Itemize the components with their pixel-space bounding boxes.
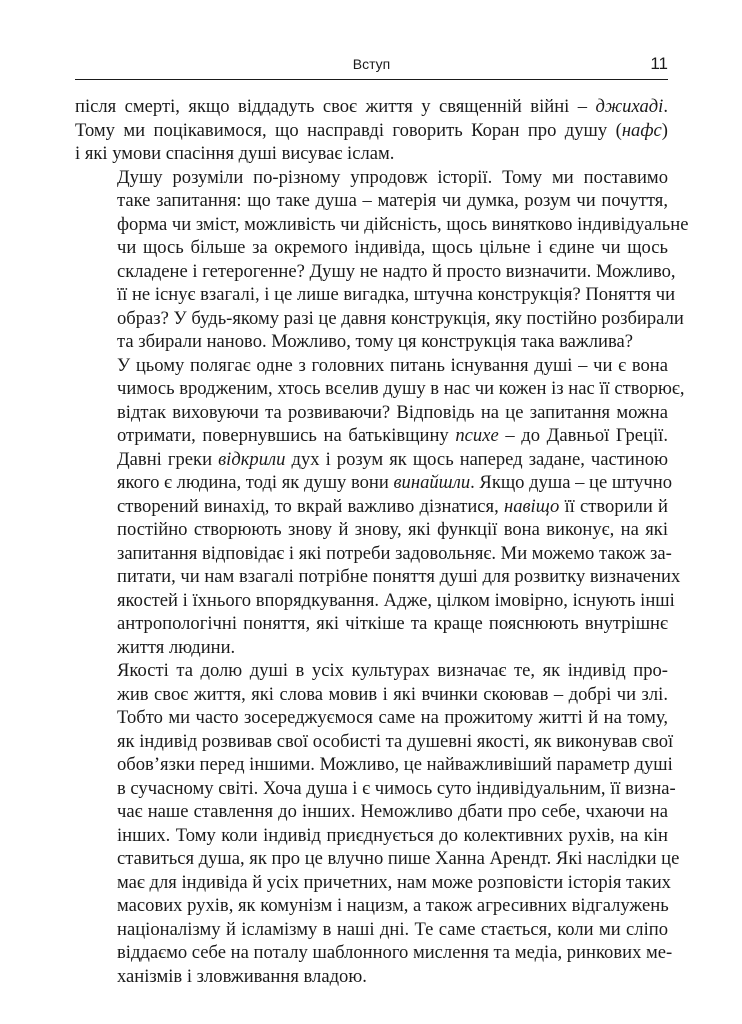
text-line [75,565,681,589]
text-line [75,448,668,472]
text-run: . Якщо душа – це штучно [470,472,672,493]
text-run: чає наше ставлення до інших. Неможливо дбати про себе, чхаючи на [117,801,668,822]
text-run: дух і розум як щось наперед задане, частиною [285,448,668,470]
text-run: віддаємо себе на поталу шаблонного мислення та медіа, ринкових ме- [117,942,673,963]
text-run: та збирали наново. Можливо, тому ця конструкція така важлива? [117,331,634,352]
italic-text: психе [455,425,499,446]
paragraph [75,166,689,354]
body-text [75,95,689,988]
text-run: Давні греки [117,448,219,470]
text-line [75,918,668,942]
text-line [75,95,668,119]
text-line [75,871,671,895]
italic-text: відкрили [218,448,286,470]
text-line [75,659,668,683]
text-line [75,330,668,354]
text-run: отримати, повернувшись на батьківщину [117,425,456,446]
text-run: ханізмів і зловживання владою. [117,965,367,987]
italic-text: джихаді [595,96,664,117]
text-line [75,166,668,190]
paragraph [75,95,668,166]
text-line [75,777,676,801]
text-line [75,236,668,260]
text-run: і які умови спасіння душі висуває іслам. [75,143,395,164]
italic-text: навіщо [503,495,560,517]
text-line [75,894,668,918]
text-run: інших. Тому коли індивід приєднується до колективних рухів, на кін [117,824,668,846]
text-line [75,424,668,448]
text-line [75,589,675,613]
text-run: . [663,96,668,117]
text-run: її не існує взагалі, і це лише вигадка, штучна конструкція? Поняття чи [117,284,676,305]
text-line [75,377,685,401]
text-run: образ? У будь-якому разі це давня конструкція, яку постійно розбирали [117,307,684,329]
italic-text: нафс [621,119,662,141]
text-line [75,542,672,566]
text-line [75,847,680,871]
text-line [75,189,668,213]
text-line [75,683,668,707]
text-line [75,119,668,143]
text-line [75,965,668,989]
paragraph [75,354,685,660]
text-run: як індивід розвивав свої особисті та душевні якості, як виконував свої [117,730,674,752]
text-line [75,213,689,237]
text-line [75,518,668,542]
section-title: Вступ [352,56,391,72]
text-run: в сучасному світі. Хоча душа і є чимось суто індивідуальним, її визна- [117,777,676,799]
text-run: чимось вродженим, хтось вселив душу в нас чи кожен із нас її створює, [117,378,685,399]
text-run: націоналізму й ісламізму в наші дні. Те саме стається, коли ми сліпо [117,918,668,940]
text-run: масових рухів, як комунізм і нацизм, а також агресивних відгалужень [117,895,669,916]
text-run: таке запитання: що таке душа – матерія чи думка, розум чи почуття, [117,190,668,211]
text-run: ) [661,119,668,141]
text-run: складене і гетерогенне? Душу не надто й просто визначити. Можливо, [117,260,676,282]
text-run: має для індивіда й усіх причетних, нам може розповісти історія таких [117,871,671,893]
text-run: відтак виховуючи та розвиваючи? Відповідь на це запитання можна [117,401,668,423]
text-line [75,941,673,965]
text-line [75,612,668,636]
text-line [75,706,668,730]
text-line [75,307,684,331]
text-run: жив своє життя, які слова мовив і які вчинки скоював – добрі чи злі. [117,683,668,705]
text-line [75,636,668,660]
text-run: запитання відповідає і які потреби задовольняє. Ми можемо також за- [117,542,672,564]
text-run: якостей і їхнього впорядкування. Адже, цілком імовірно, існують інші [117,589,675,611]
text-line [75,283,676,307]
running-head [75,50,668,80]
text-run: Якості та долю душі в усіх культурах визначає те, як індивід про- [117,660,668,681]
text-run: її створили й [559,495,668,517]
text-line [75,401,668,425]
text-line [75,753,673,777]
text-line [75,800,668,824]
text-run: У цьому полягає одне з головних питань існування душі – чи є вона [117,354,668,376]
text-run: Тому ми поцікавимося, що насправді говорить Коран про душу ( [75,119,622,141]
text-line [75,354,668,378]
text-line [75,824,668,848]
text-run: Тобто ми часто зосереджуємося саме на прожитому житті й на тому, [117,707,668,728]
text-line [75,730,674,754]
text-line [75,471,672,495]
text-run: створений винахід, то вкрай важливо дізнатися, [117,495,504,517]
text-line [75,142,668,166]
text-run: після смерті, якщо віддадуть своє життя у священній війні – [75,96,596,117]
paragraph [75,659,680,988]
text-run: чи щось більше за окремого індивіда, щось цільне і єдине чи щось [117,237,668,258]
text-run: якого є людина, тоді як душу вони [117,472,394,493]
text-run: постійно створюють знову й знову, які функції вона виконує, на які [117,519,668,540]
text-run: обов’язки перед іншими. Можливо, це найважливіший параметр душі [117,754,673,775]
text-line [75,495,668,519]
text-run: форма чи зміст, можливість чи дійсність, щось винятково індивідуальне [117,213,689,235]
page-number: 11 [650,54,668,73]
text-run: життя людини. [117,636,236,658]
text-line [75,260,676,284]
text-run: – до Давньої Греції. [498,425,668,446]
text-run: Душу розуміли по-різному упродовж історії. Тому ми поставимо [117,166,668,188]
text-run: питати, чи нам взагалі потрібне поняття душі для розвитку визначених [117,566,681,587]
text-run: антропологічні поняття, які чіткіше та краще пояснюють внутрішнє [117,613,668,634]
text-run: ставиться душа, як про це влучно пише Ханна Арендт. Які наслідки це [117,848,680,869]
italic-text: винайшли [393,472,471,493]
